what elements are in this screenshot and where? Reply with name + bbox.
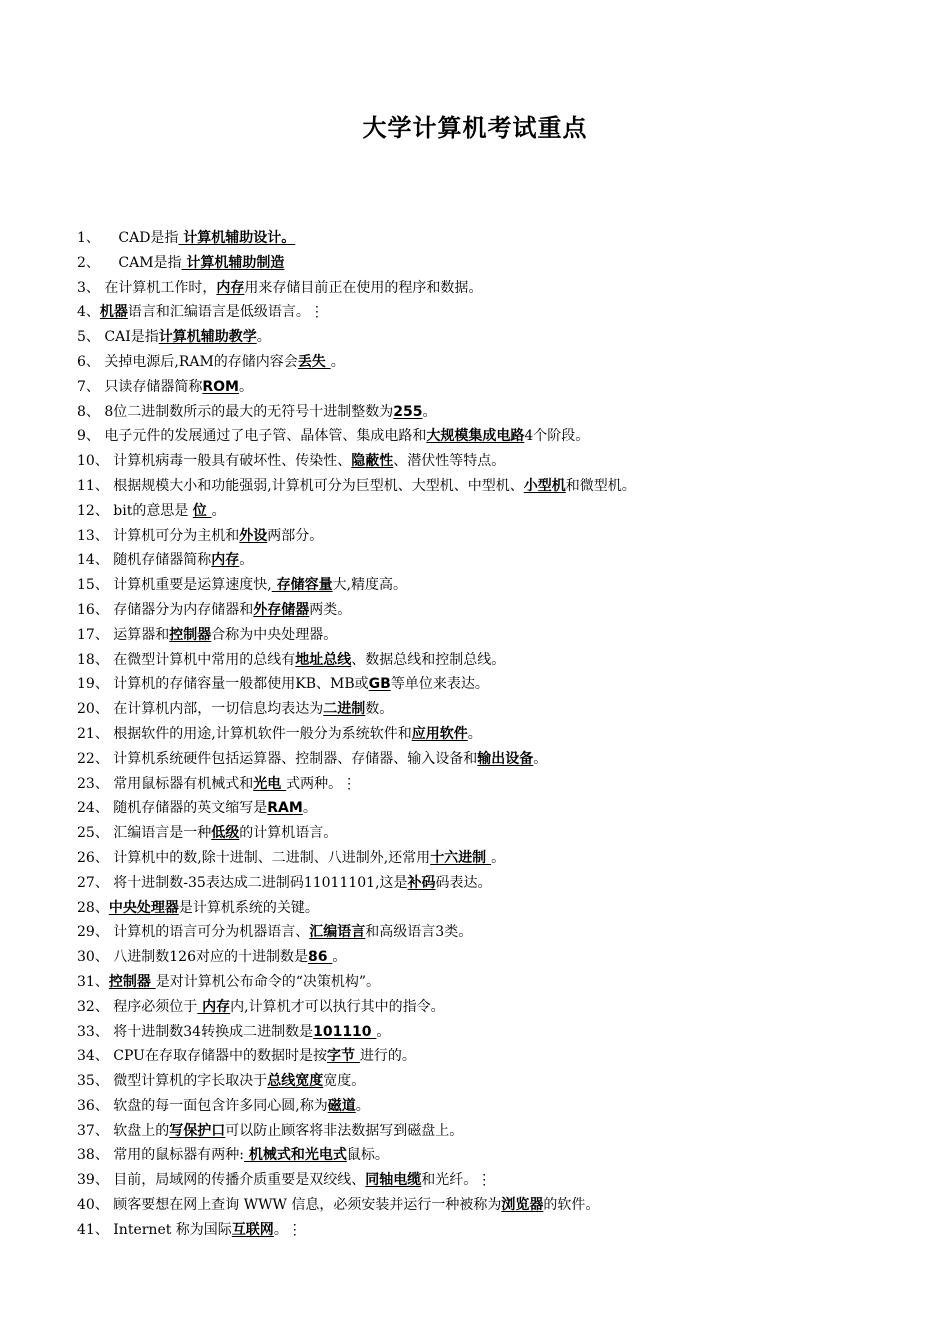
item-answer: 地址总线	[295, 651, 352, 668]
item-text-after: 。	[533, 750, 548, 767]
item-text-before: 程序必须位于	[108, 998, 198, 1015]
item-text-after: 大,精度高。	[332, 577, 408, 594]
item-answer: 低级	[211, 825, 240, 842]
item-text-before: 将十进制数34转换成二进制数是	[108, 1023, 314, 1040]
list-item	[77, 821, 927, 846]
item-number: 1、	[77, 230, 100, 246]
item-number: 28、	[77, 899, 109, 916]
item-number: 39、	[77, 1172, 109, 1189]
item-number: 29、	[77, 924, 109, 941]
list-item	[77, 623, 927, 648]
item-text-after: 是计算机系统的关键。	[178, 899, 319, 916]
list-item	[77, 573, 927, 598]
item-answer: 同轴电缆	[365, 1172, 422, 1189]
list-item	[77, 449, 927, 474]
list-item	[77, 474, 927, 499]
item-text-after: 是对计算机公布命令的“决策机构”。	[155, 973, 381, 990]
item-answer: 位	[192, 502, 212, 519]
item-answer: 输出设备	[477, 750, 534, 767]
item-text-after: 码表达。	[435, 874, 492, 891]
item-number: 25、	[77, 825, 109, 842]
list-item	[77, 648, 927, 673]
item-text-before: 只读存储器简称	[99, 378, 203, 395]
item-answer: 浏览器	[501, 1197, 544, 1214]
item-text-after: 。	[422, 403, 437, 420]
list-item	[77, 1069, 927, 1094]
list-item	[77, 424, 927, 449]
item-text-before: 计算机中的数,除十进制、二进制、八进制外,还常用	[108, 849, 431, 866]
item-text-before: Internet 称为国际	[108, 1221, 232, 1238]
list-item	[77, 598, 927, 623]
item-answer: 86	[308, 949, 333, 966]
list-item	[77, 846, 927, 871]
item-text-after: 合称为中央处理器。	[211, 626, 338, 643]
item-text-after: 数。	[365, 701, 394, 718]
item-number: 27、	[77, 874, 109, 891]
list-item	[77, 524, 927, 549]
list-item	[77, 796, 927, 821]
item-text-after: 两类。	[309, 601, 352, 618]
item-number: 40、	[77, 1197, 109, 1214]
item-text-after: 的计算机语言。	[239, 825, 338, 842]
item-text-after: 。	[256, 329, 271, 346]
item-answer: 内存	[211, 552, 240, 569]
item-answer: 内存	[216, 279, 245, 296]
item-answer: 控制器	[108, 973, 156, 990]
item-text-before: 汇编语言是一种	[108, 825, 212, 842]
item-number: 8、	[77, 403, 100, 420]
item-number: 4、	[77, 304, 100, 321]
item-number: 18、	[77, 651, 109, 668]
item-text-after: 。	[491, 849, 506, 866]
item-answer: 光电	[253, 775, 287, 792]
list-item	[77, 226, 927, 251]
item-text-before: 软盘的每一面包含许多同心圆,称为	[108, 1097, 328, 1114]
item-text-before: 八进制数126对应的十进制数是	[108, 949, 308, 966]
item-text-before: 在计算机工作时，	[99, 279, 217, 296]
list-item	[77, 1168, 927, 1193]
item-text-after: 式两种。⋮	[286, 775, 357, 792]
item-number: 35、	[77, 1073, 109, 1090]
item-answer: 隐蔽性	[351, 453, 394, 470]
item-answer: 写保护口	[169, 1122, 226, 1139]
item-text-after: 宽度。	[323, 1073, 366, 1090]
item-number: 12、	[77, 502, 109, 519]
item-answer: 互联网	[231, 1221, 274, 1238]
item-text-before: 在计算机内部，一切信息均表达为	[108, 701, 324, 718]
item-number: 15、	[77, 577, 109, 594]
item-text-before: 存储器分为内存储器和	[108, 601, 254, 618]
item-number: 3、	[77, 279, 100, 296]
item-number: 26、	[77, 849, 109, 866]
item-text-before: 将十进制数-35表达成二进制码11011101,这是	[108, 874, 408, 891]
list-item	[77, 251, 927, 276]
question-list	[77, 226, 927, 1243]
list-item	[77, 1020, 927, 1045]
item-number: 41、	[77, 1221, 109, 1238]
item-answer: 101110	[313, 1023, 377, 1040]
item-text-before: 随机存储器的英文缩写是	[108, 800, 268, 817]
list-item	[77, 300, 927, 325]
list-item	[77, 1119, 927, 1144]
list-item	[77, 1193, 927, 1218]
item-number: 20、	[77, 701, 109, 718]
list-item	[77, 276, 927, 301]
list-item	[77, 747, 927, 772]
item-number: 10、	[77, 453, 109, 470]
item-answer: 二进制	[323, 701, 366, 718]
item-text-after: 4个阶段。	[524, 428, 590, 445]
item-text-after: 。	[330, 353, 345, 370]
item-answer: 汇编语言	[309, 924, 366, 941]
item-text-after: 内,计算机才可以执行其中的指令。	[230, 998, 445, 1015]
item-number: 30、	[77, 949, 109, 966]
item-text-before: 顾客要想在网上查询 WWW 信息，必须安装并运行一种被称为	[108, 1197, 502, 1214]
item-number: 38、	[77, 1147, 109, 1164]
item-answer: 丢失	[297, 353, 331, 370]
item-answer: 大规模集成电路	[426, 428, 525, 445]
list-item	[77, 896, 927, 921]
item-text-before: 微型计算机的字长取决于	[108, 1073, 268, 1090]
item-number: 37、	[77, 1122, 109, 1139]
list-item	[77, 325, 927, 350]
item-text-after: 两部分。	[267, 527, 324, 544]
item-number: 23、	[77, 775, 109, 792]
item-text-before: 计算机的存储容量一般都使用KB、MB或	[108, 676, 369, 693]
list-item	[77, 920, 927, 945]
list-item	[77, 697, 927, 722]
item-text-before: 计算机系统硬件包括运算器、控制器、存储器、输入设备和	[108, 750, 478, 767]
item-text-after: 和高级语言3类。	[365, 924, 473, 941]
item-number: 31、	[77, 973, 109, 990]
list-item	[77, 871, 927, 896]
item-number: 6、	[77, 353, 100, 370]
item-text-after: 。	[211, 502, 226, 519]
list-item	[77, 945, 927, 970]
item-answer: 外设	[239, 527, 268, 544]
item-text-after: 。	[332, 949, 347, 966]
item-number: 21、	[77, 725, 109, 742]
item-text-after: 。	[239, 552, 254, 569]
item-number: 2、	[77, 254, 100, 271]
item-number: 13、	[77, 527, 109, 544]
item-text-before: 计算机的语言可分为机器语言、	[108, 924, 310, 941]
item-text-before: CAI是指	[99, 329, 159, 346]
list-item	[77, 970, 927, 995]
item-number: 33、	[77, 1023, 109, 1040]
item-text-after: 用来存储目前正在使用的程序和数据。	[244, 279, 483, 296]
item-text-before: 随机存储器简称	[108, 552, 212, 569]
item-number: 16、	[77, 601, 109, 618]
item-text-after: 和微型机。	[565, 477, 636, 494]
item-text-after: 可以防止顾客将非法数据写到磁盘上。	[225, 1122, 464, 1139]
item-answer: 总线宽度	[267, 1073, 324, 1090]
list-item	[77, 772, 927, 797]
item-number: 34、	[77, 1048, 109, 1065]
item-answer: GB	[368, 676, 391, 693]
item-text-after: 。⋮	[273, 1221, 302, 1238]
item-text-after: 。	[467, 725, 482, 742]
item-answer: 中央处理器	[108, 899, 179, 916]
item-answer: 应用软件	[411, 725, 468, 742]
list-item	[77, 1143, 927, 1168]
item-text-after: 语言和汇编语言是低级语言。⋮	[127, 304, 324, 321]
item-text-before: 运算器和	[108, 626, 170, 643]
item-text-before: 根据软件的用途,计算机软件一般分为系统软件和	[108, 725, 412, 742]
item-answer: 内存	[197, 998, 231, 1015]
item-number: 22、	[77, 750, 109, 767]
item-answer: 机械式和光电式	[244, 1147, 347, 1164]
item-text-before: CAM是指	[99, 254, 182, 271]
item-number: 36、	[77, 1097, 109, 1114]
item-number: 32、	[77, 998, 109, 1015]
item-text-before: 软盘上的	[108, 1122, 170, 1139]
item-answer: 计算机辅助设计。	[178, 230, 296, 246]
item-answer: 计算机辅助制造	[181, 254, 285, 271]
item-text-before: 计算机可分为主机和	[108, 527, 240, 544]
item-answer: 存储容量	[271, 577, 333, 594]
page-title: 大学计算机考试重点	[362, 114, 588, 142]
item-text-after: 。	[239, 378, 253, 395]
item-text-after: 、数据总线和控制总线。	[351, 651, 506, 668]
item-text-after: 。	[355, 1097, 370, 1114]
item-answer: ROM	[202, 378, 239, 395]
item-text-after: 。	[376, 1023, 391, 1040]
list-item	[77, 1044, 927, 1069]
list-item	[77, 1094, 927, 1119]
item-text-before: CAD是指	[99, 230, 179, 246]
item-answer: 十六进制	[430, 849, 492, 866]
item-text-after: 和光纤。⋮	[421, 1172, 492, 1189]
item-answer: 小型机	[523, 477, 566, 494]
item-number: 17、	[77, 626, 109, 643]
list-item	[77, 1218, 927, 1243]
list-item	[77, 400, 927, 425]
list-item	[77, 722, 927, 747]
item-text-before: 8位二进制数所示的最大的无符号十进制整数为	[99, 403, 394, 420]
item-text-after: 等单位来表达。	[390, 676, 489, 693]
list-item	[77, 350, 927, 375]
item-text-after: 、潜伏性等特点。	[393, 453, 506, 470]
item-answer: RAM	[267, 800, 303, 817]
list-item	[77, 499, 927, 524]
item-answer: 外存储器	[253, 601, 310, 618]
item-text-before: CPU在存取存储器中的数据时是按	[108, 1048, 327, 1065]
item-number: 19、	[77, 676, 109, 693]
list-item	[77, 995, 927, 1020]
item-text-before: 计算机重要是运算速度快,	[108, 577, 272, 594]
item-number: 7、	[77, 378, 100, 395]
item-text-before: 电子元件的发展通过了电子管、晶体管、集成电路和	[99, 428, 427, 445]
list-item	[77, 672, 927, 697]
item-text-before: 常用鼠标器有机械式和	[108, 775, 254, 792]
list-item	[77, 375, 927, 400]
item-text-before: 在微型计算机中常用的总线有	[108, 651, 296, 668]
list-item	[77, 548, 927, 573]
item-text-after: 的软件。	[543, 1197, 600, 1214]
item-text-before: 根据规模大小和功能强弱,计算机可分为巨型机、大型机、中型机、	[108, 477, 524, 494]
item-answer: 补码	[407, 874, 436, 891]
item-text-after: 鼠标。	[346, 1147, 389, 1164]
item-number: 11、	[77, 477, 109, 494]
item-answer: 机器	[99, 304, 128, 321]
item-text-before: 目前，局域网的传播介质重要是双绞线、	[108, 1172, 366, 1189]
item-text-before: 计算机病毒一般具有破坏性、传染性、	[108, 453, 352, 470]
item-text-before: 常用的鼠标器有两种:	[108, 1147, 244, 1164]
item-number: 9、	[77, 428, 100, 445]
item-text-after: 进行的。	[359, 1048, 416, 1065]
item-number: 14、	[77, 552, 109, 569]
item-text-before: 关掉电源后,RAM的存储内容会	[99, 353, 298, 370]
item-answer: 控制器	[169, 626, 212, 643]
item-text-before: bit的意思是	[108, 502, 193, 519]
item-number: 5、	[77, 329, 100, 346]
item-answer: 255	[393, 403, 423, 420]
item-text-after: 。	[302, 800, 317, 817]
item-number: 24、	[77, 800, 109, 817]
item-answer: 计算机辅助教学	[158, 329, 257, 346]
item-answer: 磁道	[327, 1097, 356, 1114]
item-answer: 字节	[326, 1048, 360, 1065]
